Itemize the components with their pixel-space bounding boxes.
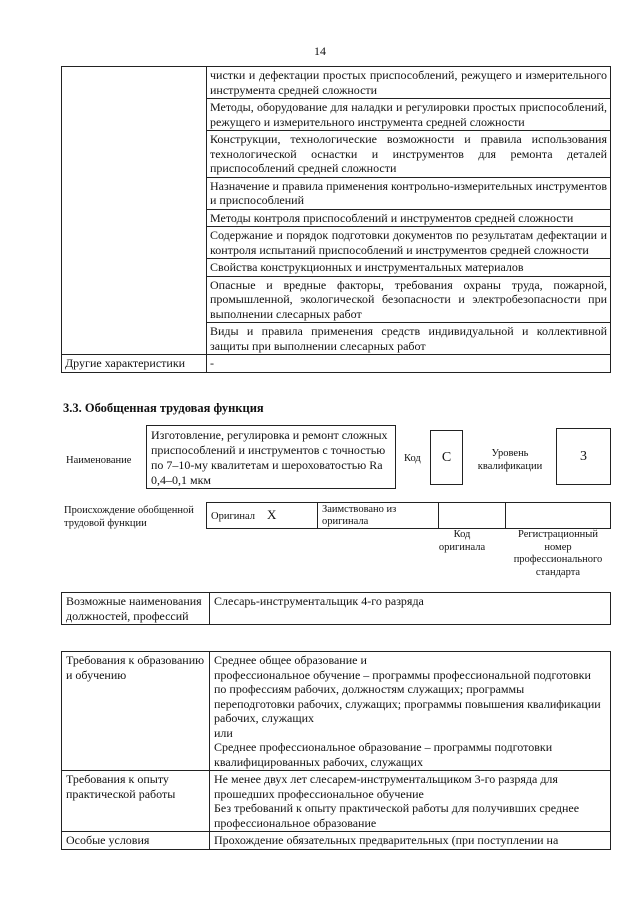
table-row <box>62 593 611 625</box>
knowledge-item: Методы контроля приспособлений и инструментов средней сложности <box>207 209 611 227</box>
requirement-line: Не менее двух лет слесарем-инструментальщиком 3-го разряда для прошедших профессиональное обучение <box>214 772 558 801</box>
code-label: Код <box>404 453 421 464</box>
knowledge-item: Методы, оборудование для наладки и регулировки простых приспособлений, режущего и измерительного инструмента средней сложности <box>207 99 611 131</box>
original-label: Оригинал <box>211 510 255 522</box>
original-cell <box>207 503 318 529</box>
other-characteristics-label: Другие характеристики <box>62 355 207 373</box>
original-code-cell <box>439 503 506 529</box>
requirement-line: профессиональное обучение – программы профессиональной подготовки по профессиям рабочих, должностям служащих; программы переподготовки рабочих, служащих; программы повышения квалификации рабочих, служащих <box>214 667 601 725</box>
original-mark: Х <box>267 506 277 522</box>
requirement-line: Прохождение обязательных предварительных (при поступлении на <box>214 833 559 847</box>
requirement-line: Без требований к опыту практической работы для получивших среднее профессиональное образование <box>214 801 580 830</box>
qualification-level-label: Уровень квалификации <box>477 448 543 472</box>
positions-label: Возможные наименования должностей, профессий <box>62 593 210 625</box>
section-title: 3.3. Обобщенная трудовая функция <box>63 401 264 415</box>
knowledge-item: Свойства конструкционных и инструментальных материалов <box>207 259 611 277</box>
table-row <box>62 832 611 850</box>
table-row <box>62 355 611 373</box>
table-row <box>62 67 611 99</box>
education-requirements-label: Требования к образованию и обучению <box>62 652 210 771</box>
registration-number-caption: Регистрационный номер профессионального стандарта <box>513 529 603 578</box>
special-conditions-value <box>210 832 611 850</box>
name-label: Наименование <box>66 455 132 466</box>
knowledge-item: Конструкции, технологические возможности и правила использования технологической оснастки и инструментов для ремонта деталей приспособлений средней сложности <box>207 131 611 178</box>
knowledge-item: чистки и дефектации простых приспособлений, режущего и измерительного инструмента средней сложности <box>207 67 611 99</box>
function-code-box: С <box>430 430 463 485</box>
table-row <box>62 771 611 832</box>
qualification-level-box: 3 <box>556 428 611 485</box>
other-characteristics-value: - <box>207 355 611 373</box>
function-name-box: Изготовление, регулировка и ремонт сложных приспособлений и инструментов с точностью по 7–10-му квалитетам и шероховатостью Ra 0,4–0,1 мкм <box>146 425 396 489</box>
requirement-line: Среднее профессиональное образование – программы подготовки квалифицированных рабочих, служащих <box>214 740 553 769</box>
knowledge-item: Содержание и порядок подготовки документов по результатам дефектации и контроля испытаний приспособлений и инструментов средней сложности <box>207 227 611 259</box>
requirement-line: Среднее общее образование и <box>214 653 367 667</box>
positions-value: Слесарь-инструментальщик 4-го разряда <box>210 593 611 625</box>
table-row <box>62 652 611 771</box>
positions-table <box>61 592 611 625</box>
page-number: 14 <box>314 44 326 58</box>
origin-label: Происхождение обобщенной трудовой функции <box>64 505 194 529</box>
experience-requirements-value <box>210 771 611 832</box>
knowledge-label-cell <box>62 67 207 355</box>
original-code-caption: Код оригинала <box>438 529 486 553</box>
requirement-line: или <box>214 725 233 740</box>
knowledge-table <box>61 66 611 373</box>
registration-number-cell <box>506 503 611 529</box>
special-conditions-label: Особые условия <box>62 832 210 850</box>
experience-requirements-label: Требования к опыту практической работы <box>62 771 210 832</box>
requirements-table <box>61 651 611 850</box>
education-requirements-value <box>210 652 611 771</box>
borrowed-label: Заимствовано из оригинала <box>318 503 439 529</box>
knowledge-item: Опасные и вредные факторы, требования охраны труда, пожарной, промышленной, экологической безопасности и электробезопасности при выполнении слесарных работ <box>207 276 611 323</box>
knowledge-item: Виды и правила применения средств индивидуальной и коллективной защиты при выполнении слесарных работ <box>207 323 611 355</box>
knowledge-item: Назначение и правила применения контрольно-измерительных инструментов и приспособлений <box>207 177 611 209</box>
origin-row <box>206 502 611 529</box>
